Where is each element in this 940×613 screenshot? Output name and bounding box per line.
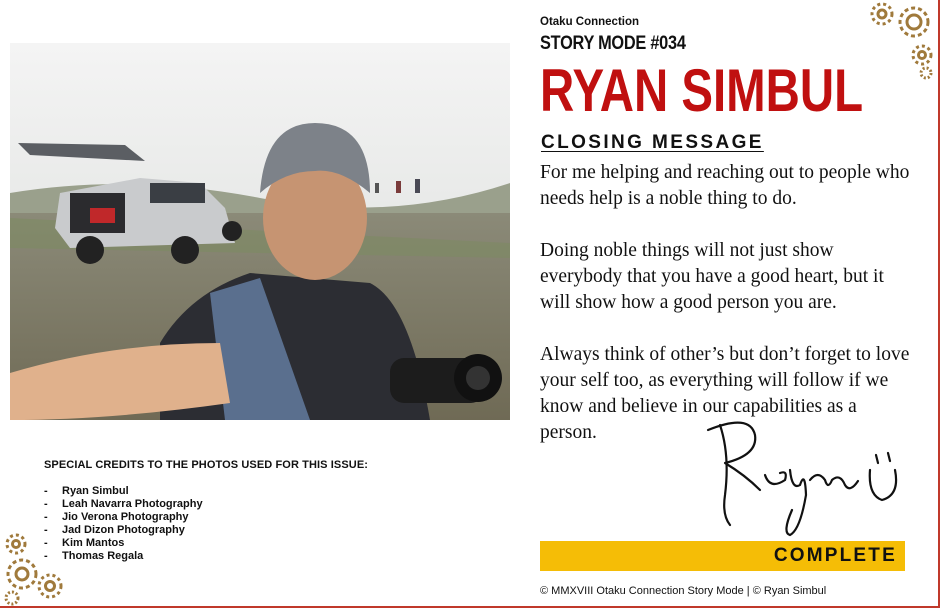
credit-name: Leah Navarra Photography	[62, 498, 203, 510]
feature-name: RYAN SIMBUL	[540, 57, 864, 124]
signature	[700, 415, 905, 540]
credit-item	[44, 524, 464, 537]
credit-name: Ryan Simbul	[62, 485, 129, 497]
copyright-footer: © MMXVIII Otaku Connection Story Mode | © Ryan Simbul	[540, 585, 827, 597]
credit-bullet: -	[44, 524, 48, 536]
credit-item	[44, 511, 464, 524]
credit-item	[44, 485, 464, 498]
brand-name: Otaku Connection	[540, 16, 640, 28]
credit-name: Jio Verona Photography	[62, 511, 189, 523]
status-bar	[540, 541, 905, 571]
credit-item	[44, 498, 464, 511]
credit-name: Kim Mantos	[62, 537, 125, 549]
gears-decoration-icon	[864, 0, 940, 82]
credit-item	[44, 537, 464, 550]
photo-credits	[44, 459, 464, 563]
credit-bullet: -	[44, 550, 48, 562]
credit-bullet: -	[44, 498, 48, 510]
credits-list	[44, 485, 464, 563]
status-label: COMPLETE	[773, 545, 897, 566]
message-paragraph: Doing noble things will not just show everybody that you have a good heart, but it will show how a good person you are.	[540, 240, 884, 313]
credit-name: Jad Dizon Photography	[62, 524, 185, 536]
profile-photo	[10, 43, 510, 420]
credit-bullet: -	[44, 485, 48, 497]
credit-item	[44, 550, 464, 563]
section-title: CLOSING MESSAGE	[541, 132, 764, 153]
credits-heading: SPECIAL CREDITS TO THE PHOTOS USED FOR THIS ISSUE:	[44, 459, 369, 471]
credit-bullet: -	[44, 511, 48, 523]
gears-decoration-icon	[0, 524, 76, 608]
issue-number: STORY MODE #034	[540, 33, 686, 54]
credit-bullet: -	[44, 537, 48, 549]
credit-name: Thomas Regala	[62, 550, 144, 562]
message-paragraph: For me helping and reaching out to people who needs help is a noble thing to do.	[540, 162, 910, 209]
message-paragraph: Always think of other’s but don’t forget to love your self too, as everything will follow if we know and believe in our capabilities as a person.	[540, 344, 910, 443]
